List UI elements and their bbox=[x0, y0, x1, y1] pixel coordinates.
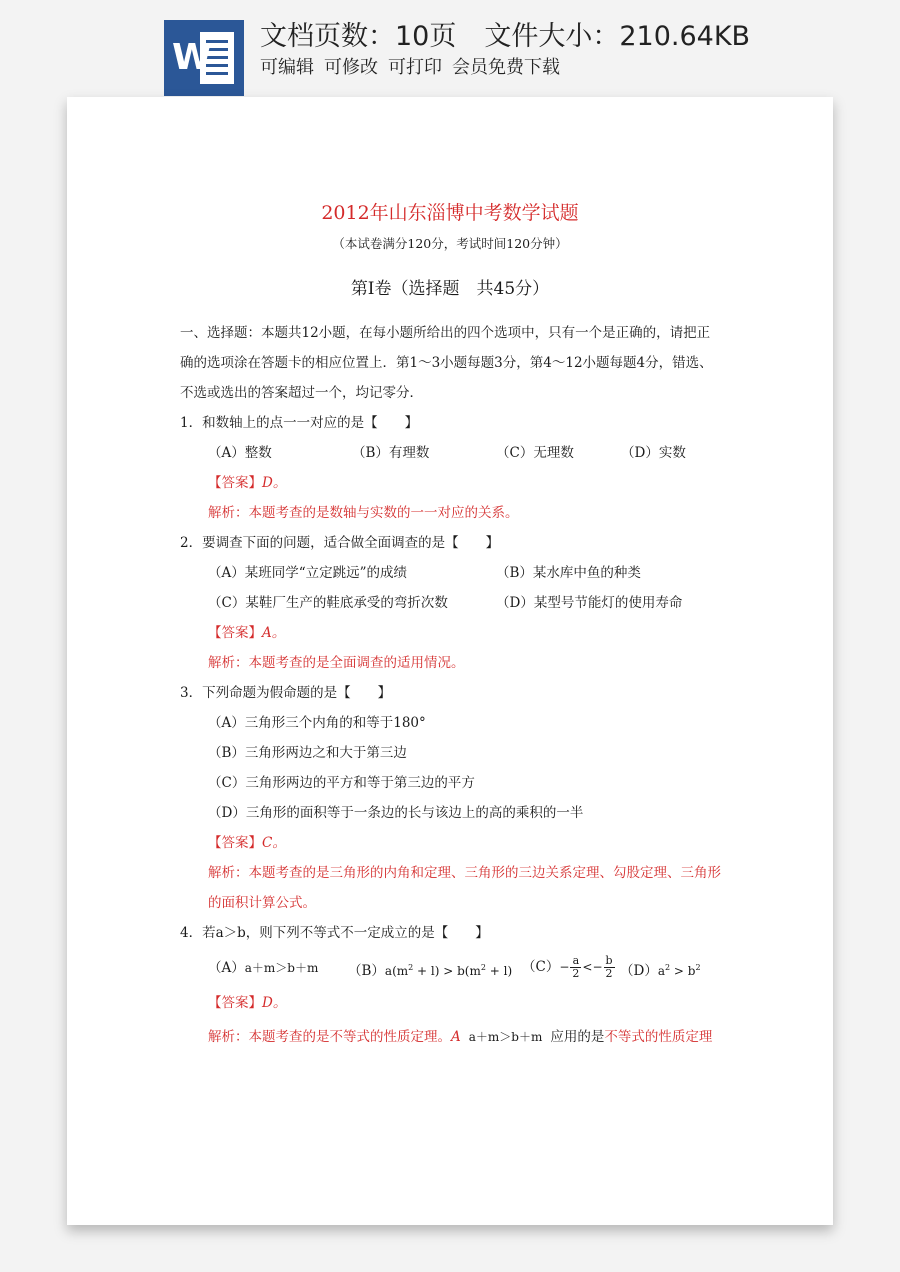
q2-stem: 2．要调查下面的问题，适合做全面调查的是【 】 bbox=[180, 535, 500, 551]
q1-analysis: 解析：本题考查的是数轴与实数的一一对应的关系。 bbox=[208, 505, 519, 521]
download-banner bbox=[0, 0, 900, 100]
doc-subtitle: （本试卷满分120分，考试时间120分钟） bbox=[332, 236, 568, 251]
q3-option-c: （C）三角形两边的平方和等于第三边的平方 bbox=[208, 775, 475, 791]
q1-answer: 【答案】D。 bbox=[208, 475, 287, 491]
feature-modifiable: 可修改 bbox=[324, 57, 378, 78]
q2-option-a: （A）某班同学“立定跳远”的成绩 bbox=[208, 565, 408, 581]
page-count: 文档页数：10页 bbox=[260, 21, 457, 52]
q3-option-a: （A）三角形三个内角的和等于180° bbox=[208, 715, 426, 731]
q1-option-d: （D）实数 bbox=[621, 445, 686, 461]
q3-option-d: （D）三角形的面积等于一条边的长与该边上的高的乘积的一半 bbox=[208, 805, 584, 821]
q4-stem: 4．若a＞b，则下列不等式不一定成立的是【 】 bbox=[180, 925, 489, 941]
feature-printable: 可打印 bbox=[388, 57, 442, 78]
instructions-line-2: 确的选项涂在答题卡的相应位置上．第1～3小题每题3分，第4～12小题每题4分，错选、 bbox=[180, 355, 713, 371]
q1-stem: 1．和数轴上的点一一对应的是【 】 bbox=[180, 415, 419, 431]
q1-option-c: （C）无理数 bbox=[496, 445, 574, 461]
doc-title: 2012年山东淄博中考数学试题 bbox=[321, 202, 579, 224]
instructions-line-3: 不选或选出的答案超过一个，均记零分． bbox=[180, 385, 423, 401]
q2-analysis: 解析：本题考查的是全面调查的适用情况。 bbox=[208, 655, 465, 671]
q2-option-b: （B）某水库中鱼的种类 bbox=[496, 565, 641, 581]
q4-analysis: 解析：本题考查的是不等式的性质定理。A a＋m＞b＋m 应用的是不等式的性质定理 bbox=[208, 1029, 713, 1045]
document-page bbox=[67, 97, 833, 1225]
q4-option-b: $(B)a(m^2 + l) > b(m^2 + l)$ bbox=[348, 963, 513, 979]
q4-answer: 【答案】D。 bbox=[208, 995, 287, 1011]
q3-analysis-line-1: 解析：本题考查的是三角形的内角和定理、三角形的三边关系定理、勾股定理、三角形 bbox=[208, 865, 721, 881]
section-title: 第Ⅰ卷（选择题 共45分） bbox=[350, 279, 550, 299]
file-meta bbox=[260, 18, 778, 56]
q2-option-c: （C）某鞋厂生产的鞋底承受的弯折次数 bbox=[208, 595, 448, 611]
q3-analysis-line-2: 的面积计算公式。 bbox=[208, 895, 316, 911]
word-file-icon: W bbox=[164, 20, 244, 96]
q1-option-a: （A）整数 bbox=[208, 445, 272, 461]
feature-editable: 可编辑 bbox=[260, 57, 314, 78]
q4-option-c: （C）− $\frac{a}{2}$ <− $\frac{b}{2}$ bbox=[522, 954, 613, 980]
q3-stem: 3．下列命题为假命题的是【 】 bbox=[180, 685, 392, 701]
q1-option-b: （B）有理数 bbox=[352, 445, 430, 461]
q3-answer: 【答案】C。 bbox=[208, 835, 286, 851]
feature-list bbox=[260, 55, 570, 81]
q4-option-d: $(D)a^2 > b^2$ bbox=[620, 963, 701, 979]
q2-option-d: （D）某型号节能灯的使用寿命 bbox=[496, 595, 683, 611]
feature-member-download: 会员免费下载 bbox=[452, 57, 560, 78]
instructions-line-1: 一、选择题：本题共12小题，在每小题所给出的四个选项中，只有一个是正确的，请把正 bbox=[180, 325, 711, 341]
q2-answer: 【答案】A。 bbox=[208, 625, 286, 641]
q4-option-a: （A）a＋m＞b＋m bbox=[208, 960, 319, 976]
q3-option-b: （B）三角形两边之和大于第三边 bbox=[208, 745, 407, 761]
file-size: 文件大小：210.64KB bbox=[484, 21, 751, 52]
